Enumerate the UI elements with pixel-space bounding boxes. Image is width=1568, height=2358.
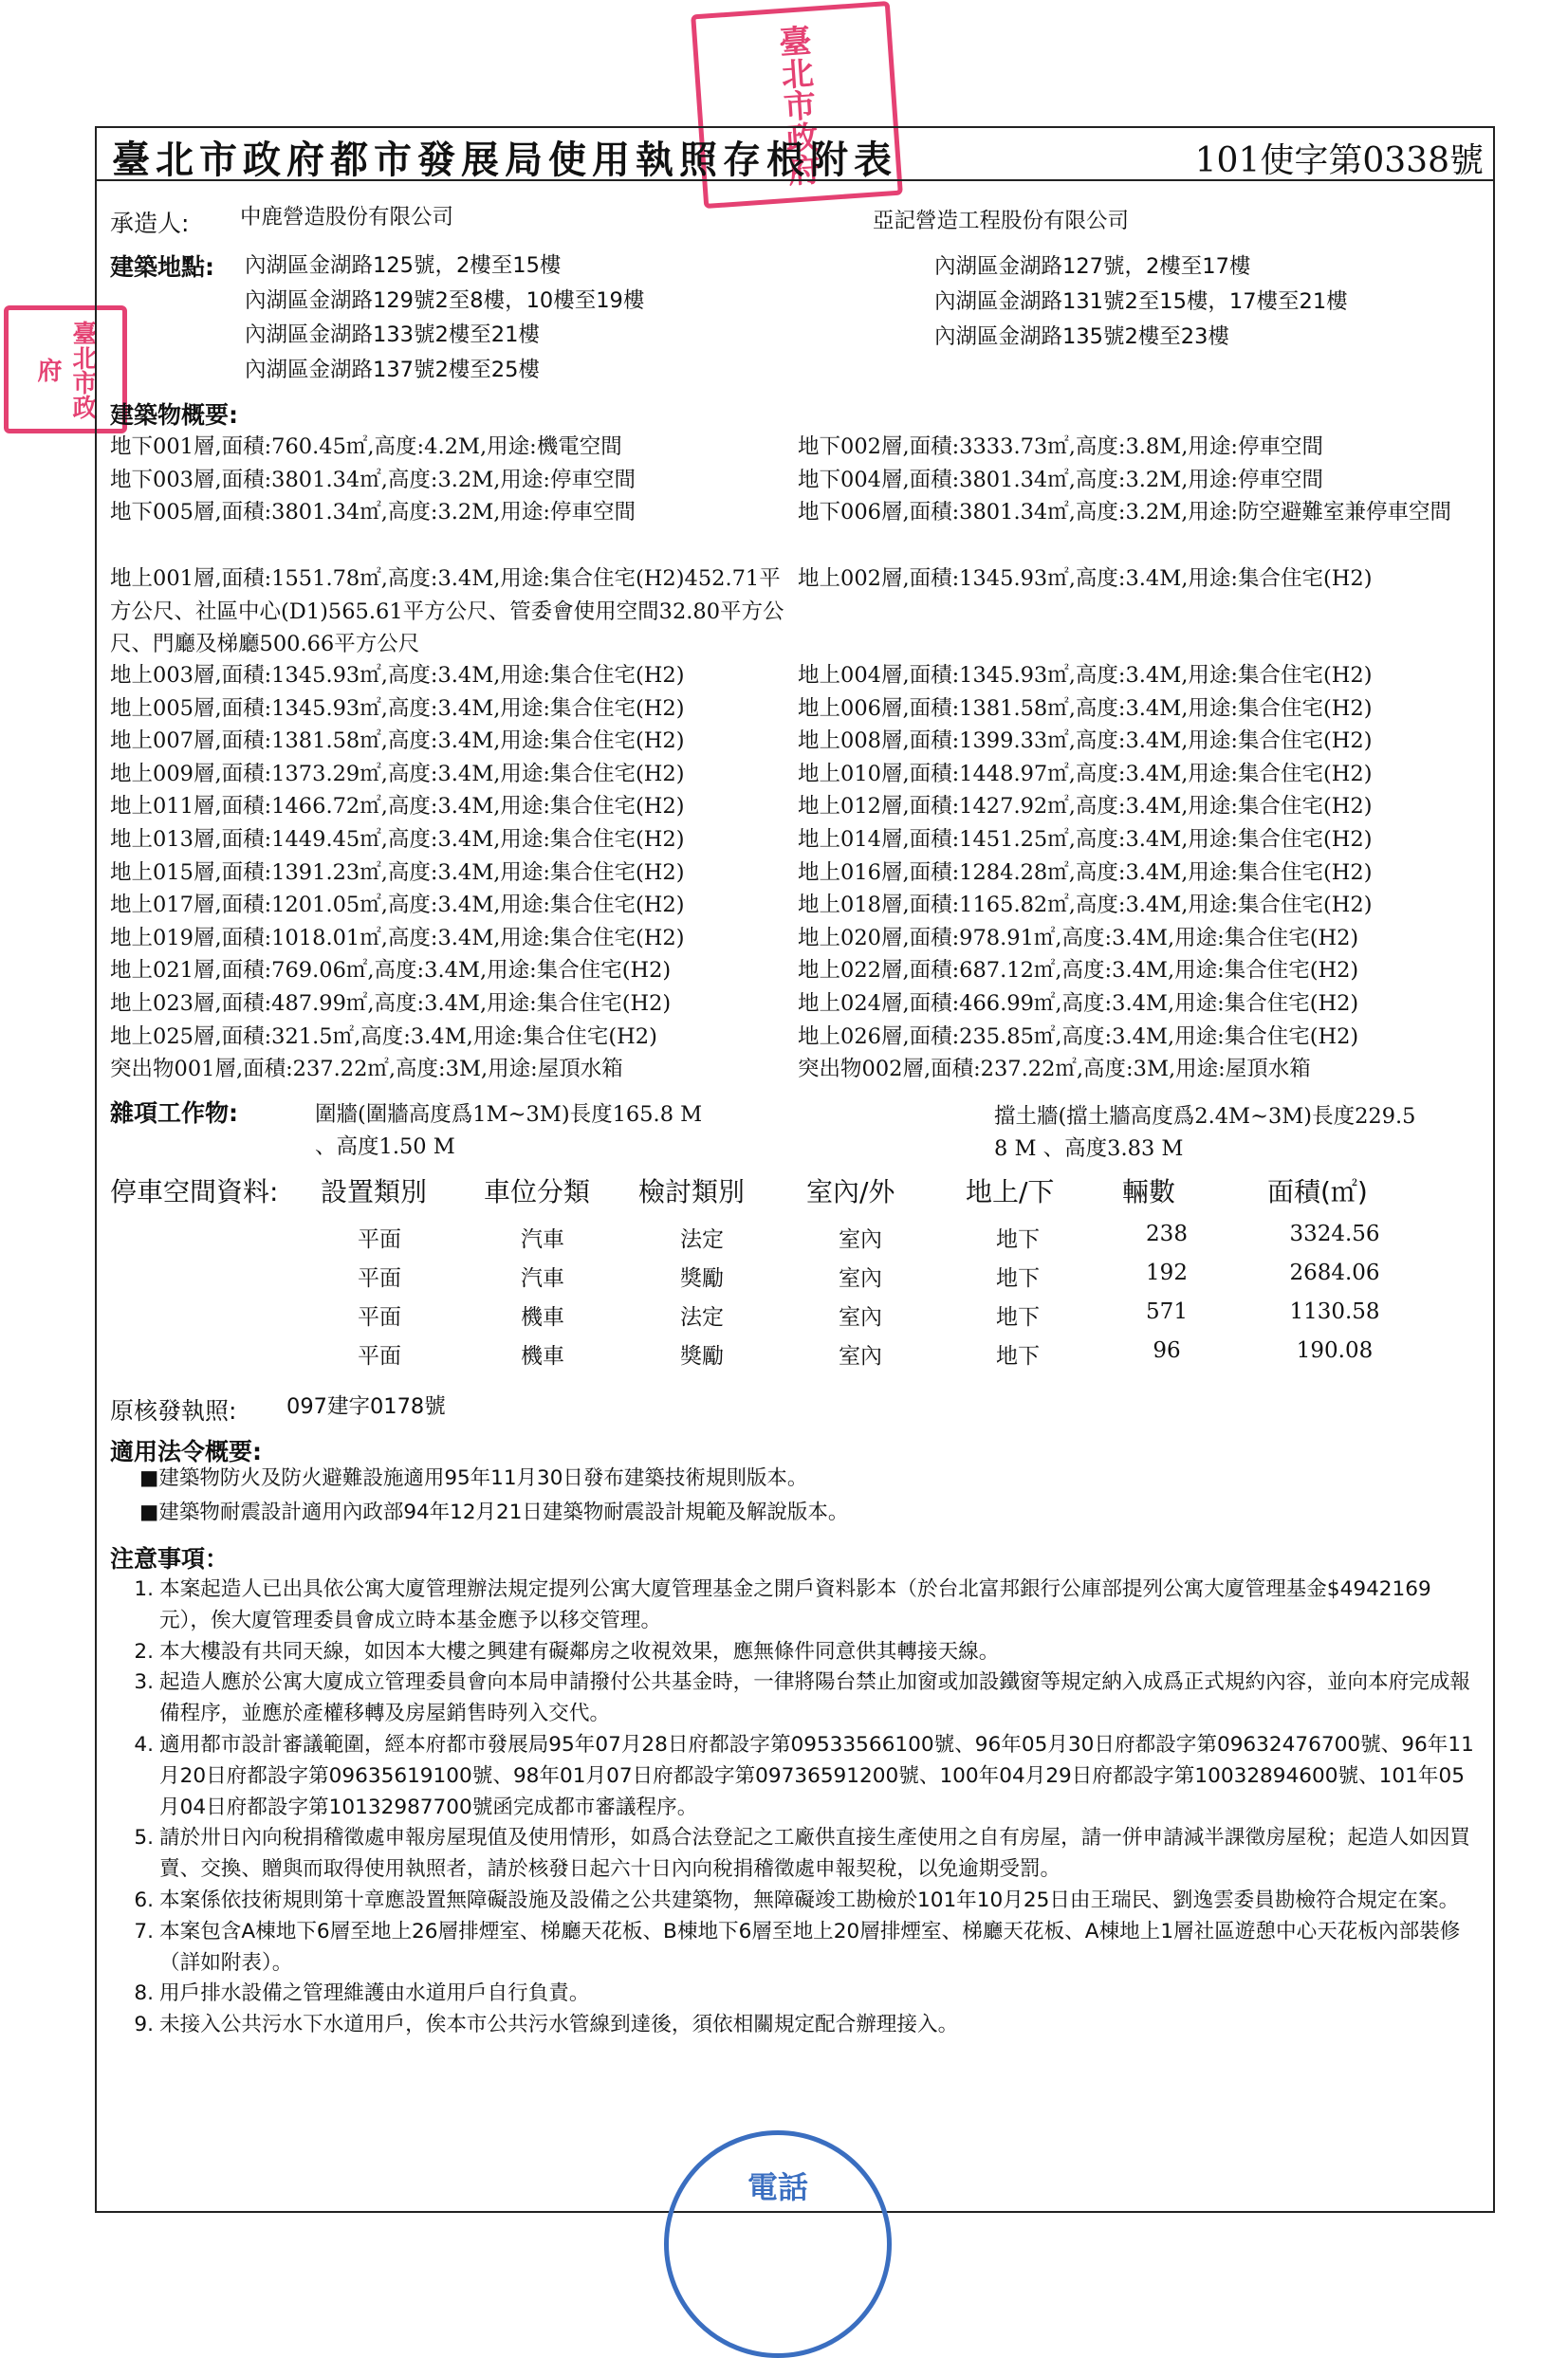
- ground-floor-1: [110, 562, 788, 661]
- note-text: 本大樓設有共同天線，如因本大樓之興建有礙鄰房之收視效果，應無條件同意供其轉接天線。: [159, 1639, 1000, 1664]
- floor-entry: 地下004層,面積:3801.34㎡,高度:3.2M,用途:停車空間: [798, 467, 1324, 492]
- floor-entry: 地上003層,面積:1345.93㎡,高度:3.4M,用途:集合住宅(H2): [110, 663, 685, 688]
- original-permit-label: 原核發執照:: [110, 1397, 237, 1425]
- parking-cell: 獎勵: [680, 1344, 724, 1369]
- floor-entry: 地上018層,面積:1165.82㎡,高度:3.4M,用途:集合住宅(H2): [798, 893, 1373, 918]
- parking-header: 設置類別: [321, 1176, 428, 1207]
- note-text: 本案包含A棟地下6層至地上26層排煙室、梯廳天花板、B棟地下6層至地上20層排煙室、梯廳天花板、A棟地上1層社區遊憩中心天花板內部裝修（詳如附表）。: [159, 1919, 1461, 1975]
- note-text: 未接入公共污水下水道用戶，俟本市公共污水管線到達後，須依相關規定配合辦理接入。: [159, 2013, 959, 2037]
- misc-label: 雜項工作物:: [110, 1099, 238, 1127]
- parking-cell: 室內: [839, 1227, 882, 1252]
- location-right-line: 內湖區金湖路131號2至15樓，17樓至21樓: [934, 289, 1348, 314]
- floor-entry: 地上002層,面積:1345.93㎡,高度:3.4M,用途:集合住宅(H2): [798, 566, 1373, 591]
- location-left: [245, 249, 644, 387]
- note-item: [129, 1667, 1476, 1730]
- notes-label: 注意事項：: [110, 1545, 230, 1573]
- parking-cell: 地下: [996, 1344, 1040, 1369]
- note-item: [129, 1575, 1476, 1637]
- parking-cell: 平面: [358, 1344, 401, 1369]
- floor-entry: 地下002層,面積:3333.73㎡,高度:3.8M,用途:停車空間: [798, 434, 1324, 459]
- laws-label: 適用法令概要:: [110, 1438, 262, 1465]
- misc-left-line: 、高度1.50 M: [315, 1134, 455, 1159]
- parking-header: 輛數: [1122, 1176, 1176, 1207]
- note-number: 1.: [134, 1577, 154, 1601]
- floor-entry: 地上014層,面積:1451.25㎡,高度:3.4M,用途:集合住宅(H2): [798, 826, 1373, 852]
- floor-entry: 地上024層,面積:466.99㎡,高度:3.4M,用途:集合住宅(H2): [798, 990, 1359, 1016]
- note-number: 6.: [134, 1888, 154, 1912]
- parking-cell: 238: [1146, 1222, 1188, 1246]
- top-red-seal: 臺北市政府: [691, 1, 903, 209]
- floor-entry: 地上025層,面積:321.5㎡,高度:3.4M,用途:集合住宅(H2): [110, 1023, 657, 1049]
- floor-entry: 地上026層,面積:235.85㎡,高度:3.4M,用途:集合住宅(H2): [798, 1023, 1359, 1049]
- parking-cell: 平面: [358, 1305, 401, 1330]
- note-number: 7.: [134, 1919, 154, 1944]
- floor-entry: 地上023層,面積:487.99㎡,高度:3.4M,用途:集合住宅(H2): [110, 990, 672, 1016]
- note-text: 本案起造人已出具依公寓大廈管理辦法規定提列公寓大廈管理基金之開戶資料影本（於台北富邦銀行公庫部提列公寓大廈管理基金$4942169元），俟大廈管理委員會成立時本基金應予以移交管理。: [159, 1577, 1431, 1632]
- parking-cell: 機車: [521, 1305, 564, 1330]
- parking-cell: 192: [1146, 1261, 1188, 1285]
- misc-right: [994, 1100, 1416, 1165]
- floor-entry: 地上019層,面積:1018.01㎡,高度:3.4M,用途:集合住宅(H2): [110, 925, 685, 950]
- parking-cell: 571: [1146, 1299, 1188, 1324]
- location-label: 建築地點:: [110, 253, 214, 281]
- misc-left: [315, 1098, 702, 1163]
- note-item: [129, 1730, 1476, 1823]
- parking-cell: 法定: [680, 1227, 724, 1252]
- floor-entry: 地上013層,面積:1449.45㎡,高度:3.4M,用途:集合住宅(H2): [110, 826, 685, 852]
- location-right-line: 內湖區金湖路135號2樓至23樓: [934, 324, 1229, 349]
- floor-entry: 地下001層,面積:760.45㎡,高度:4.2M,用途:機電空間: [110, 434, 622, 459]
- note-text: 本案係依技術規則第十章應設置無障礙設施及設備之公共建築物，無障礙竣工勘檢於101年10月25日由王瑞民、劉逸雲委員勘檢符合規定在案。: [159, 1888, 1460, 1912]
- misc-left-line: 圍牆(圍牆高度爲1M~3M)長度165.8 M: [315, 1102, 703, 1127]
- parking-cell: 96: [1153, 1338, 1181, 1363]
- parking-header: 面積(㎡): [1267, 1176, 1368, 1207]
- parking-cell: 室內: [839, 1266, 882, 1291]
- parking-header: 檢討類別: [638, 1176, 746, 1207]
- parking-cell: 地下: [996, 1227, 1040, 1252]
- overview-label: 建築物概要:: [110, 401, 238, 429]
- basement-left-list: [110, 431, 788, 529]
- note-number: 9.: [134, 2013, 154, 2037]
- builder-left: 中鹿營造股份有限公司: [240, 205, 454, 230]
- location-right: [934, 249, 1348, 355]
- misc-right-line: 擋土牆(擋土牆高度爲2.4M~3M)長度229.5: [994, 1104, 1416, 1129]
- note-text: 請於卅日內向稅捐稽徵處申報房屋現值及使用情形，如爲合法登記之工廠供直接生產使用之自有房屋，請一併申請減半課徵房屋稅；起造人如因買賣、交換、贈與而取得使用執照者，請於核發日起六十日內向稅捐稽徵處申報契稅，以免逾期受罰。: [159, 1826, 1471, 1882]
- floor-entry: 地上009層,面積:1373.29㎡,高度:3.4M,用途:集合住宅(H2): [110, 761, 685, 786]
- parking-cell: 法定: [680, 1305, 724, 1330]
- floor-entry: 地上004層,面積:1345.93㎡,高度:3.4M,用途:集合住宅(H2): [798, 663, 1373, 688]
- upper-right-list: [798, 659, 1481, 1086]
- note-item: [129, 2010, 1476, 2041]
- floor-entry: 地上015層,面積:1391.23㎡,高度:3.4M,用途:集合住宅(H2): [110, 859, 685, 885]
- location-left-line: 內湖區金湖路137號2樓至25樓: [245, 357, 540, 382]
- parking-header: 地上/下: [966, 1176, 1055, 1207]
- side-red-seal: 臺北市政府: [4, 305, 127, 433]
- location-left-line: 內湖區金湖路125號，2樓至15樓: [245, 253, 562, 278]
- parking-cell: 平面: [358, 1266, 401, 1291]
- floor-entry: 地下006層,面積:3801.34㎡,高度:3.2M,用途:防空避難室兼停車空間: [798, 500, 1452, 525]
- location-left-line: 內湖區金湖路133號2樓至21樓: [245, 322, 540, 347]
- note-text: 起造人應於公寓大廈成立管理委員會向本局申請撥付公共基金時，一律將陽台禁止加窗或加設鐵窗等規定納入成爲正式規約內容，並向本府完成報備程序，並應於產權移轉及房屋銷售時列入交代。: [159, 1670, 1471, 1726]
- floor-entry: 地上017層,面積:1201.05㎡,高度:3.4M,用途:集合住宅(H2): [110, 893, 685, 918]
- basement-right-list: [798, 431, 1481, 529]
- parking-cell: 地下: [996, 1266, 1040, 1291]
- law-item: ■建築物耐震設計適用內政部94年12月21日建築物耐震設計規範及解說版本。: [139, 1501, 849, 1524]
- note-item: [129, 1823, 1476, 1886]
- note-number: 2.: [134, 1639, 154, 1664]
- parking-cell: 汽車: [521, 1266, 564, 1291]
- parking-cell: 室內: [839, 1305, 882, 1330]
- parking-cell: 機車: [521, 1344, 564, 1369]
- note-item: [129, 1917, 1476, 1980]
- parking-cell: 室內: [839, 1344, 882, 1369]
- floor-entry: 突出物001層,面積:237.22㎡,高度:3M,用途:屋頂水箱: [110, 1057, 623, 1082]
- upper-left-list: [110, 659, 788, 1086]
- parking-cell: 汽車: [521, 1227, 564, 1252]
- floor-entry: 地上005層,面積:1345.93㎡,高度:3.4M,用途:集合住宅(H2): [110, 695, 685, 721]
- note-number: 4.: [134, 1732, 154, 1757]
- note-item: [129, 1637, 1476, 1668]
- location-right-line: 內湖區金湖路127號，2樓至17樓: [934, 254, 1251, 279]
- floor-entry: 地上020層,面積:978.91㎡,高度:3.4M,用途:集合住宅(H2): [798, 925, 1359, 950]
- permit-number: 101使字第0338號: [1194, 141, 1484, 180]
- document-title: 臺北市政府都市發展局使用執照存根附表: [112, 138, 897, 182]
- parking-header: 車位分類: [484, 1176, 591, 1207]
- floor-entry: 地上008層,面積:1399.33㎡,高度:3.4M,用途:集合住宅(H2): [798, 728, 1373, 754]
- note-item: [129, 1886, 1476, 1917]
- parking-label: 停車空間資料:: [110, 1176, 279, 1207]
- parking-cell: 平面: [358, 1227, 401, 1252]
- floor-entry: 地上022層,面積:687.12㎡,高度:3.4M,用途:集合住宅(H2): [798, 958, 1359, 984]
- ground-floor-2: [798, 562, 1481, 596]
- note-text: 適用都市設計審議範圍，經本府都市發展局95年07月28日府都設字第09533566100號、96年05月30日府都設字第09632476700號、96年11月20日府都設字第09635619100號、98年01月07日府都設字第09736591200號、100年04月29日府都設字第10032894600號、101年05月04日府都設字第10132987700號函完成都市審議程序。: [159, 1732, 1474, 1819]
- bottom-blue-stamp: [664, 2130, 892, 2358]
- floor-entry: 地上016層,面積:1284.28㎡,高度:3.4M,用途:集合住宅(H2): [798, 859, 1373, 885]
- floor-entry: 地上010層,面積:1448.97㎡,高度:3.4M,用途:集合住宅(H2): [798, 761, 1373, 786]
- parking-cell: 地下: [996, 1305, 1040, 1330]
- floor-entry: 地上021層,面積:769.06㎡,高度:3.4M,用途:集合住宅(H2): [110, 958, 672, 984]
- floor-entry: 地上012層,面積:1427.92㎡,高度:3.4M,用途:集合住宅(H2): [798, 794, 1373, 820]
- title-row: [95, 126, 1495, 181]
- parking-cell: 190.08: [1296, 1338, 1374, 1363]
- builder-label: 承造人:: [110, 210, 190, 237]
- note-number: 3.: [134, 1670, 154, 1695]
- parking-header: 室內/外: [806, 1176, 895, 1207]
- floor-entry: 地下005層,面積:3801.34㎡,高度:3.2M,用途:停車空間: [110, 500, 636, 525]
- original-permit-value: 097建字0178號: [286, 1394, 446, 1419]
- note-item: [129, 1979, 1476, 2010]
- note-text: 用戶排水設備之管理維護由水道用戶自行負責。: [159, 1981, 590, 2006]
- parking-cell: 2684.06: [1289, 1261, 1380, 1285]
- parking-cell: 1130.58: [1289, 1299, 1380, 1324]
- parking-cell: 3324.56: [1289, 1222, 1380, 1246]
- floor-entry: 地上011層,面積:1466.72㎡,高度:3.4M,用途:集合住宅(H2): [110, 794, 685, 820]
- floor-entry: 地上007層,面積:1381.58㎡,高度:3.4M,用途:集合住宅(H2): [110, 728, 685, 754]
- location-left-line: 內湖區金湖路129號2至8樓，10樓至19樓: [245, 287, 645, 313]
- parking-cell: 獎勵: [680, 1266, 724, 1291]
- laws-list: [139, 1462, 848, 1530]
- floor-entry: 地上001層,面積:1551.78㎡,高度:3.4M,用途:集合住宅(H2)452.71平方公尺、社區中心(D1)565.61平方公尺、管委會使用空間32.80平方公尺、門廳及梯廳500.66平方公尺: [110, 566, 784, 657]
- bottom-stamp-text: 電話: [747, 2169, 808, 2205]
- floor-entry: 地下003層,面積:3801.34㎡,高度:3.2M,用途:停車空間: [110, 467, 636, 492]
- notes-list: [129, 1575, 1476, 2041]
- note-number: 8.: [134, 1981, 154, 2006]
- misc-right-line: 8 M 、高度3.83 M: [994, 1136, 1184, 1161]
- note-number: 5.: [134, 1826, 154, 1851]
- builder-right: 亞記營造工程股份有限公司: [873, 209, 1130, 233]
- floor-entry: 地上006層,面積:1381.58㎡,高度:3.4M,用途:集合住宅(H2): [798, 695, 1373, 721]
- law-item: ■建築物防火及防火避難設施適用95年11月30日發布建築技術規則版本。: [139, 1466, 808, 1490]
- floor-entry: 突出物002層,面積:237.22㎡,高度:3M,用途:屋頂水箱: [798, 1057, 1311, 1082]
